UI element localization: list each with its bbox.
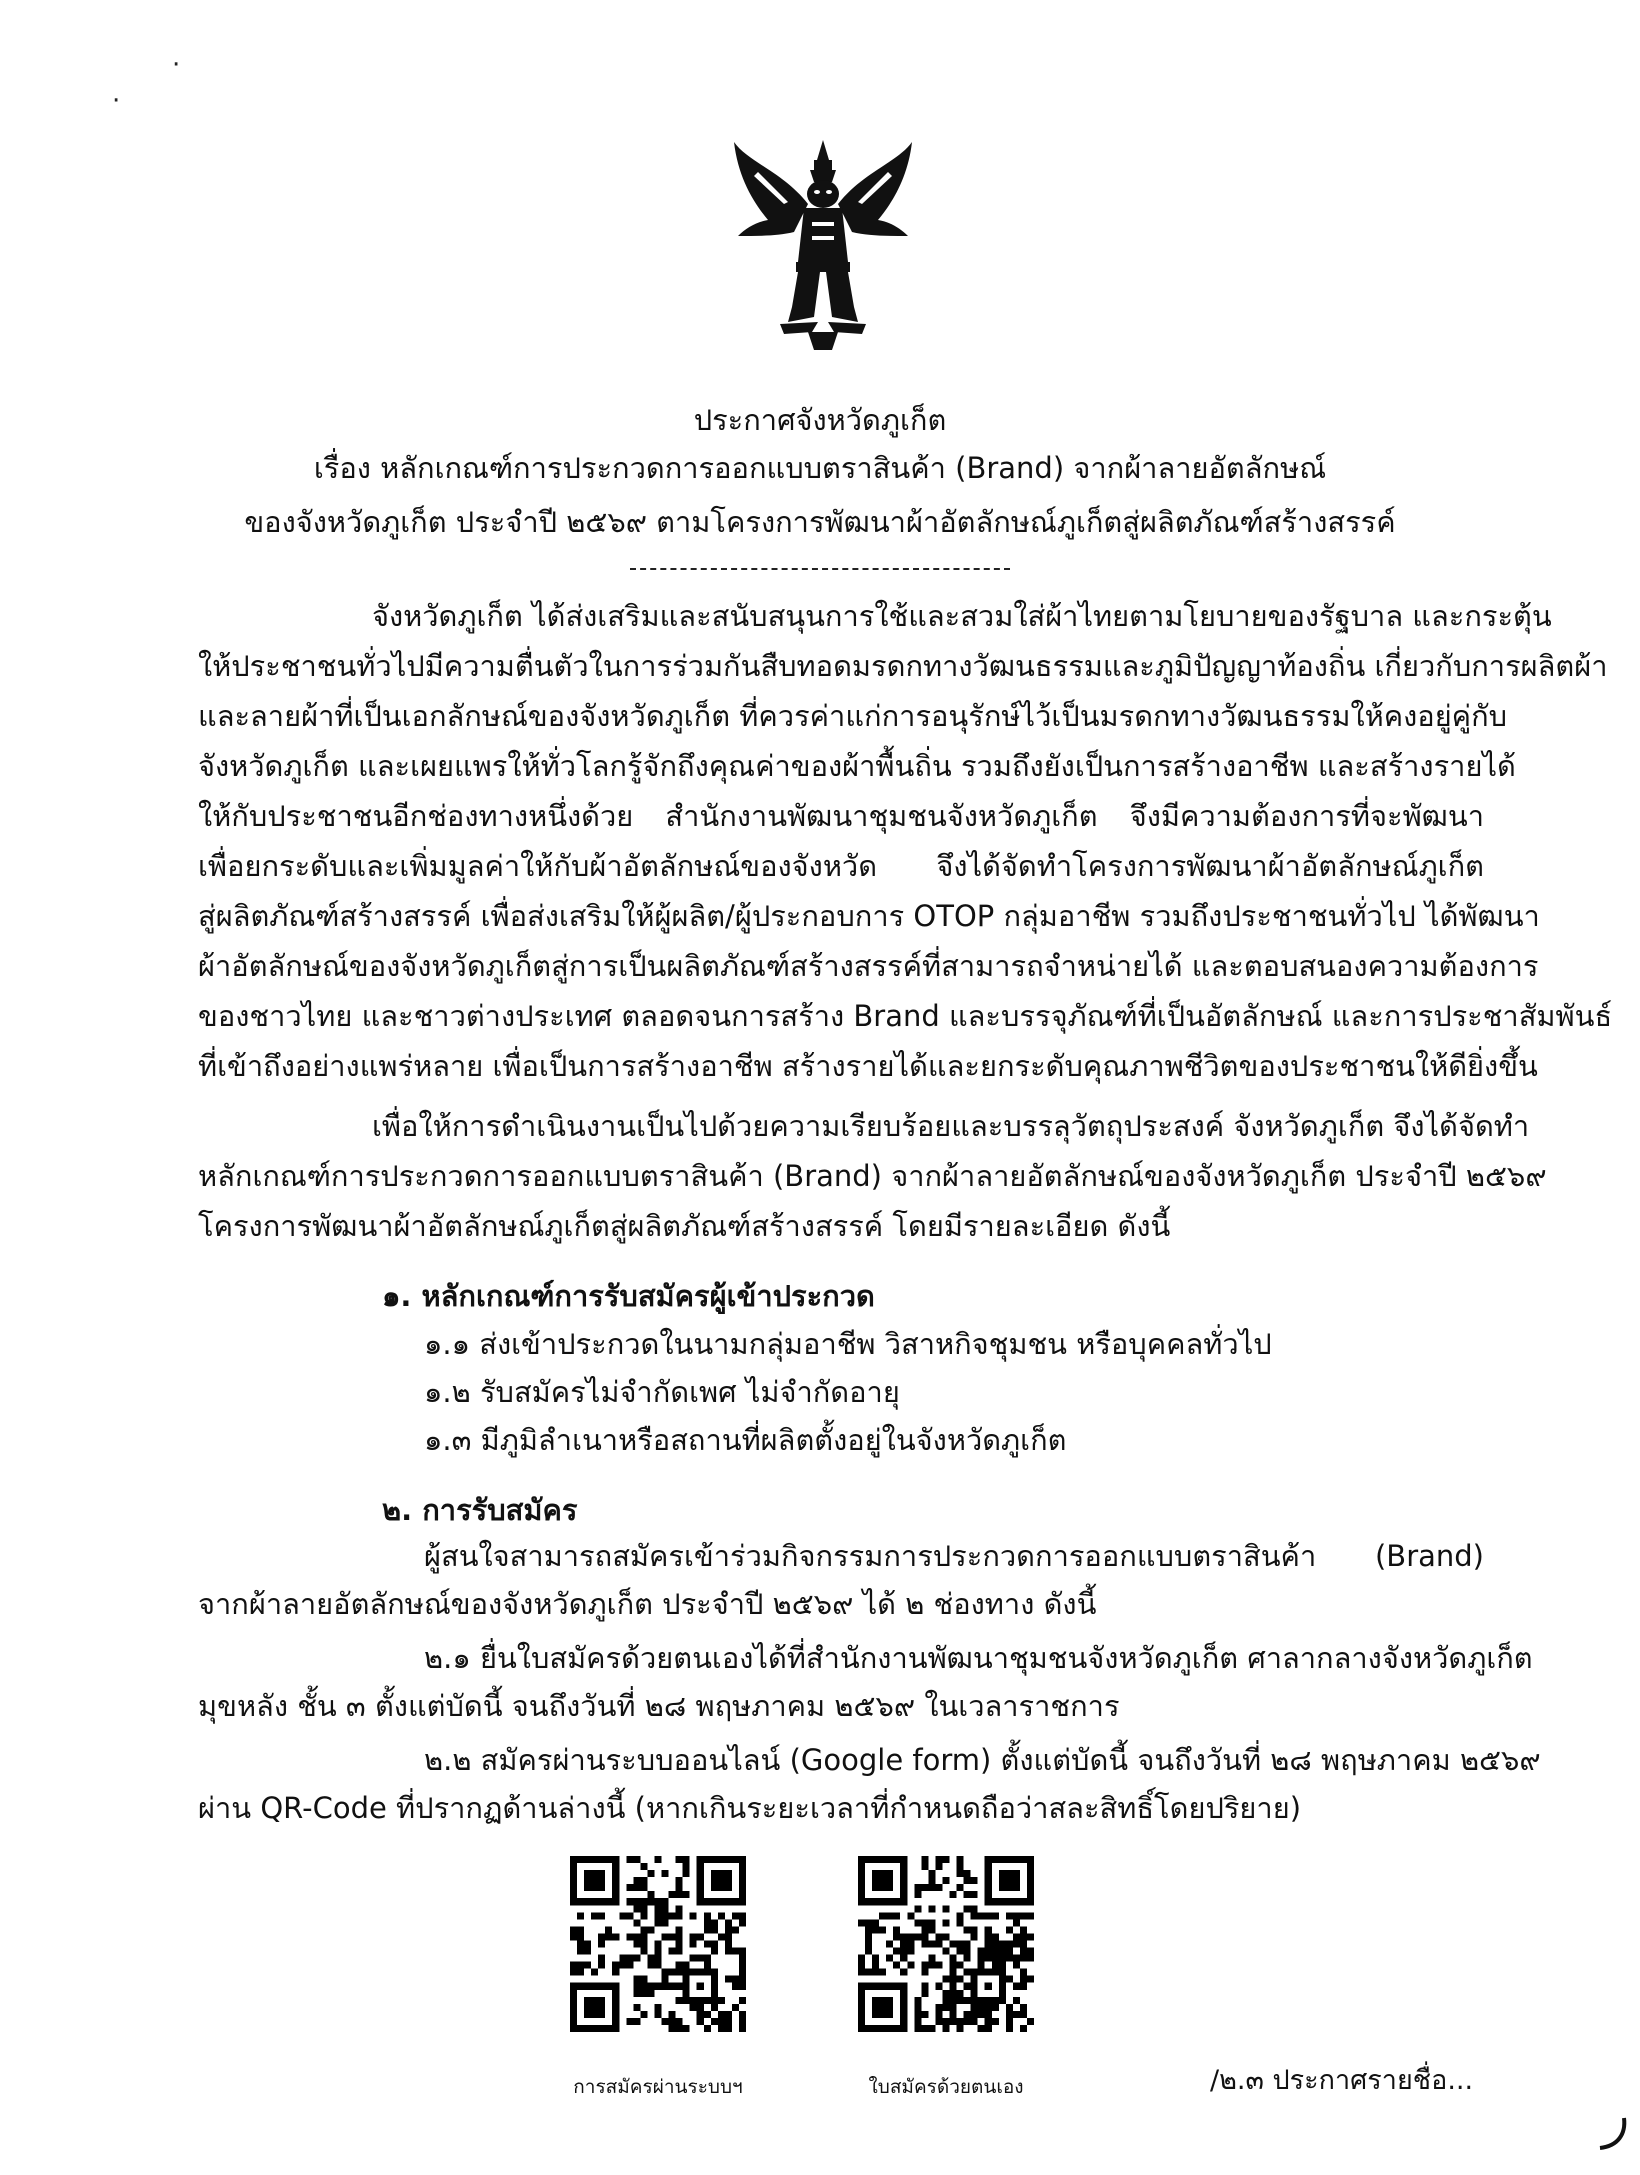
para1-line: สู่ผลิตภัณฑ์สร้างสรรค์ เพื่อส่งเสริมให้ผู้ผลิต/ผู้ประกอบการ OTOP กลุ่มอาชีพ รวมถึงประชาชนทั่วไป ได้พัฒนา: [198, 899, 1540, 933]
para1-line: ให้ประชาชนทั่วไปมีความตื่นตัวในการร่วมกันสืบทอดมรดกทางวัฒนธรรมและภูมิปัญญาท้องถิ่น เกี่ยวกับการผลิตผ้า: [198, 649, 1608, 683]
section2-heading: ๒. การรับสมัคร: [382, 1493, 578, 1527]
header-divider: [630, 568, 1010, 570]
para1-line: จังหวัดภูเก็ต และเผยแพรให้ทั่วโลกรู้จักถึงคุณค่าของผ้าพื้นถิ่น รวมถึงยังเป็นการสร้างอาชีพ และสร้างรายได้: [198, 749, 1516, 783]
section1-heading: ๑. หลักเกณฑ์การรับสมัครผู้เข้าประกวด: [382, 1279, 875, 1313]
section2-item2-line: ๒.๒ สมัครผ่านระบบออนไลน์ (Google form) ตั้งแต่บัดนี้ จนถึงวันที่ ๒๘ พฤษภาคม ๒๕๖๙: [424, 1743, 1541, 1777]
subject-line-1: เรื่อง หลักเกณฑ์การประกวดการออกแบบตราสินค้า (Brand) จากผ้าลายอัตลักษณ์: [313, 451, 1327, 485]
garuda-emblem-icon: [728, 132, 918, 352]
para2-line: เพื่อให้การดำเนินงานเป็นไปด้วยความเรียบร้อยและบรรลุวัตถุประสงค์ จังหวัดภูเก็ต จึงได้จัดทำ: [372, 1109, 1530, 1143]
qr-caption-online: การสมัครผ่านระบบฯ: [573, 2076, 743, 2098]
qr-code-online-registration[interactable]: [570, 1856, 746, 2032]
section2-intro-line: ผู้สนใจสามารถสมัครเข้าร่วมกิจกรรมการประกวดการออกแบบตราสินค้า (Brand): [424, 1539, 1484, 1573]
section1-item: ๑.๓ มีภูมิลำเนาหรือสถานที่ผลิตตั้งอยู่ในจังหวัดภูเก็ต: [424, 1423, 1067, 1457]
scan-speck-icon: ·: [112, 86, 121, 116]
para1-line: ที่เข้าถึงอย่างแพร่หลาย เพื่อเป็นการสร้างอาชีพ สร้างรายได้และยกระดับคุณภาพชีวิตของประชาชนให้ดียิ่งขึ้น: [198, 1049, 1538, 1083]
scan-corner-mark-icon: [1596, 2114, 1632, 2154]
qr-code-paper-application[interactable]: [858, 1856, 1034, 2032]
announcement-title: ประกาศจังหวัดภูเก็ต: [693, 403, 947, 437]
para1-line: และลายผ้าที่เป็นเอกลักษณ์ของจังหวัดภูเก็ต ที่ควรค่าแก่การอนุรักษ์ไว้เป็นมรดกทางวัฒนธรรมให้คงอยู่คู่กับ: [198, 699, 1508, 733]
para2-line: หลักเกณฑ์การประกวดการออกแบบตราสินค้า (Brand) จากผ้าลายอัตลักษณ์ของจังหวัดภูเก็ต ประจำปี ๒๕๖๙: [198, 1159, 1547, 1193]
section2-item1-line: มุขหลัง ชั้น ๓ ตั้งแต่บัดนี้ จนถึงวันที่ ๒๘ พฤษภาคม ๒๕๖๙ ในเวลาราชการ: [198, 1689, 1120, 1723]
section1-item: ๑.๒ รับสมัครไม่จำกัดเพศ ไม่จำกัดอายุ: [424, 1375, 900, 1409]
continuation-note: /๒.๓ ประกาศรายชื่อ...: [1210, 2065, 1474, 2096]
para1-line: จังหวัดภูเก็ต ได้ส่งเสริมและสนับสนุนการใช้และสวมใส่ผ้าไทยตามโยบายของรัฐบาล และกระตุ้น: [372, 599, 1552, 633]
para2-line: โครงการพัฒนาผ้าอัตลักษณ์ภูเก็ตสู่ผลิตภัณฑ์สร้างสรรค์ โดยมีรายละเอียด ดังนี้: [198, 1209, 1171, 1243]
section2-item1-line: ๒.๑ ยื่นใบสมัครด้วยตนเองได้ที่สำนักงานพัฒนาชุมชนจังหวัดภูเก็ต ศาลากลางจังหวัดภูเก็ต: [424, 1641, 1533, 1675]
para1-line: ให้กับประชาชนอีกช่องทางหนึ่งด้วย สำนักงานพัฒนาชุมชนจังหวัดภูเก็ต จึงมีความต้องการที่จะพัฒนา: [198, 799, 1484, 833]
para1-line: ผ้าอัตลักษณ์ของจังหวัดภูเก็ตสู่การเป็นผลิตภัณฑ์สร้างสรรค์ที่สามารถจำหน่ายได้ และตอบสนองความต้องการ: [198, 949, 1539, 983]
section1-item: ๑.๑ ส่งเข้าประกวดในนามกลุ่มอาชีพ วิสาหกิจชุมชน หรือบุคคลทั่วไป: [424, 1327, 1272, 1361]
para1-line: ของชาวไทย และชาวต่างประเทศ ตลอดจนการสร้าง Brand และบรรจุภัณฑ์ที่เป็นอัตลักษณ์ และการประชาสัมพันธ์: [198, 999, 1613, 1033]
section2-item2-line: ผ่าน QR-Code ที่ปรากฏด้านล่างนี้ (หากเกินระยะเวลาที่กำหนดถือว่าสละสิทธิ์โดยปริยาย): [198, 1791, 1302, 1825]
scan-speck-icon: ·: [172, 50, 181, 80]
qr-caption-paper: ใบสมัครด้วยตนเอง: [868, 2076, 1024, 2098]
para1-line: เพื่อยกระดับและเพิ่มมูลค่าให้กับผ้าอัตลักษณ์ของจังหวัด จึงได้จัดทำโครงการพัฒนาผ้าอัตลักษณ์ภูเก็ต: [198, 849, 1484, 883]
subject-line-2: ของจังหวัดภูเก็ต ประจำปี ๒๕๖๙ ตามโครงการพัฒนาผ้าอัตลักษณ์ภูเก็ตสู่ผลิตภัณฑ์สร้างสรรค์: [244, 505, 1396, 539]
section2-intro-line: จากผ้าลายอัตลักษณ์ของจังหวัดภูเก็ต ประจำปี ๒๕๖๙ ได้ ๒ ช่องทาง ดังนี้: [198, 1587, 1097, 1621]
